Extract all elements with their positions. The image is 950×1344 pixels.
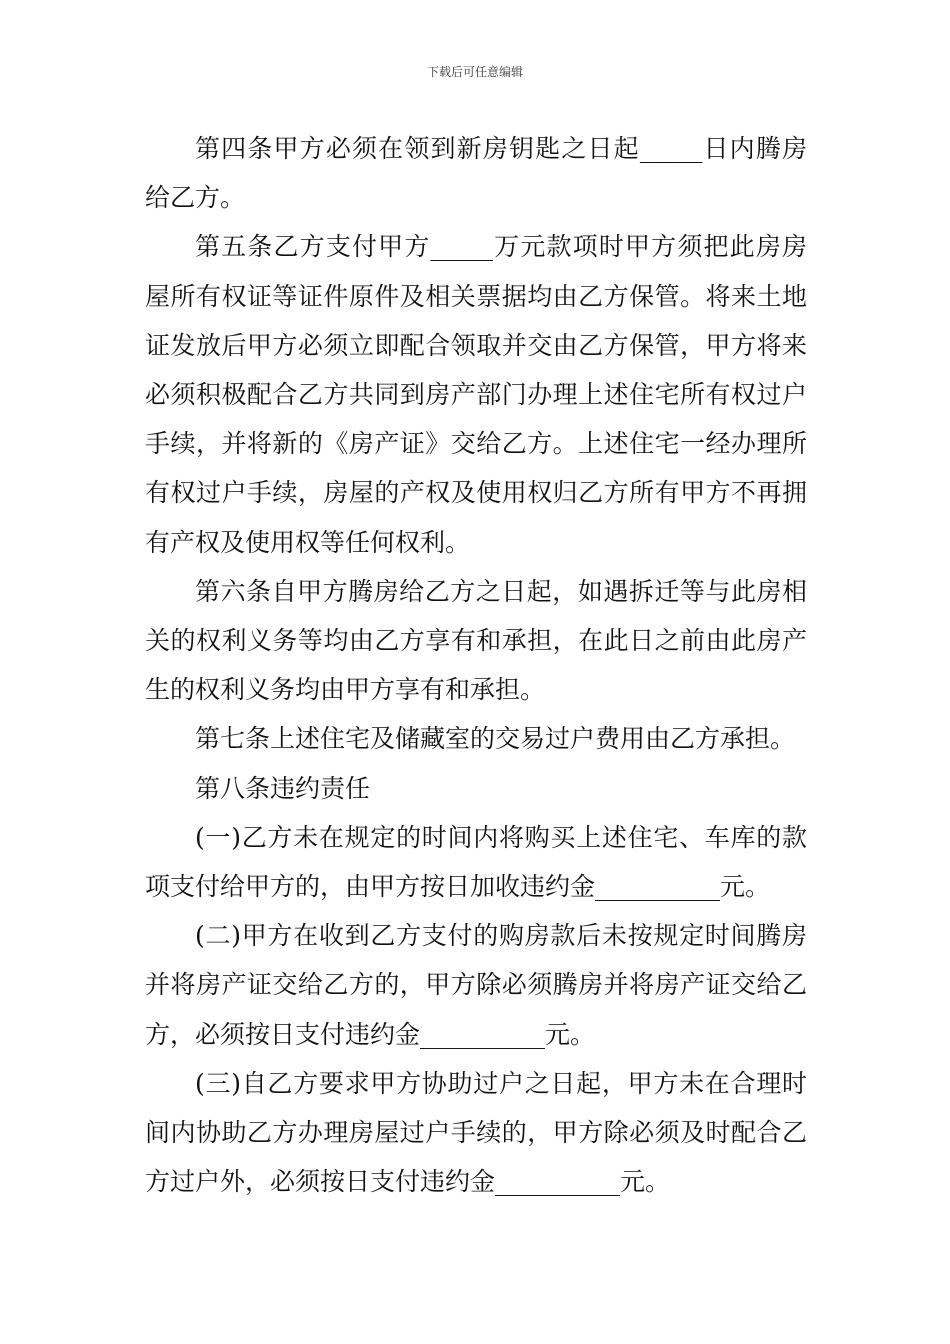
article-7-paragraph: 第七条上述住宅及储藏室的交易过户费用由乙方承担。 [195, 724, 796, 754]
page-header-note: 下载后可任意编辑 [426, 65, 523, 79]
document-body [145, 124, 807, 1206]
liability-clause-2: (二)甲方在收到乙方支付的购房款后未按规定时间腾房并将房产证交给乙方的，甲方除必须腾房并将房产证交给乙方，必须按日支付违约金__________元。 [145, 921, 807, 1049]
liability-clause-3: (三)自乙方要求甲方协助过户之日起，甲方未在合理时间内协助乙方办理房屋过户手续的，甲方除必须及时配合乙方过户外，必须按日支付违约金__________元。 [145, 1068, 807, 1197]
article-8-heading: 第八条违约责任 [195, 773, 371, 803]
liability-clause-1: (一)乙方未在规定的时间内将购买上述住宅、车库的款项支付给甲方的，由甲方按日加收违约金__________元。 [145, 822, 807, 902]
article-5-paragraph: 第五条乙方支付甲方_____万元款项时甲方须把此房房屋所有权证等证件原件及相关票据均由乙方保管。将来土地证发放后甲方必须立即配合领取并交由乙方保管，甲方将来必须积极配合乙方共同到房产部门办理上述住宅所有权过户手续，并将新的《房产证》交给乙方。上述住宅一经办理所有权过户手续，房屋的产权及使用权归乙方所有甲方不再拥有产权及使用权等任何权利。 [145, 232, 807, 557]
article-6-paragraph: 第六条自甲方腾房给乙方之日起，如遇拆迁等与此房相关的权利义务等均由乙方享有和承担，在此日之前由此房产生的权利义务均由甲方享有和承担。 [145, 576, 807, 705]
article-4-paragraph: 第四条甲方必须在领到新房钥匙之日起_____日内腾房给乙方。 [145, 134, 807, 213]
